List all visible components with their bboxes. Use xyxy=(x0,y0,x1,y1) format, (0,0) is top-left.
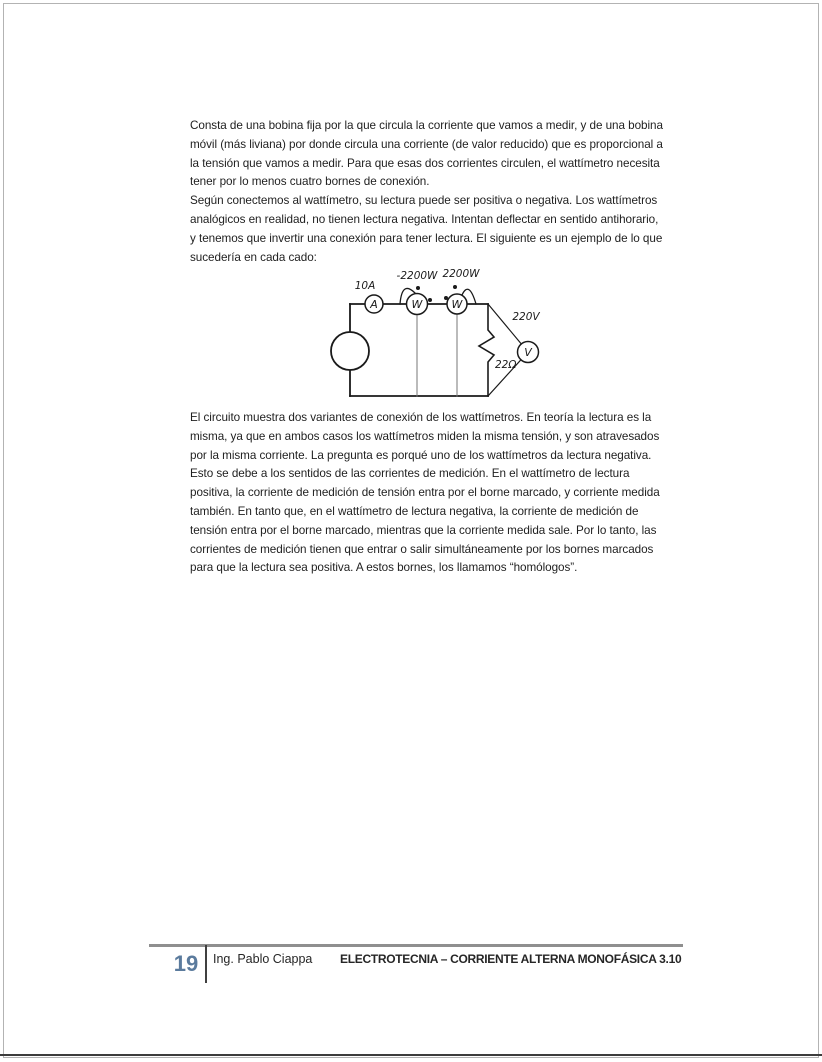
text-line: por la misma corriente. La pregunta es porqué uno de los wattímetros da lectura negativa. xyxy=(190,448,652,462)
text-line: positiva, la corriente de medición de tensión entra por el borne marcado, y corriente medida xyxy=(190,486,660,500)
wattmeter-circuit-svg xyxy=(330,260,548,402)
ammeter-letter: A xyxy=(370,298,378,311)
paragraph-1 xyxy=(190,117,702,192)
text-line: misma, ya que en ambos casos los wattímetros miden la misma tensión, y son atravesados xyxy=(190,429,660,443)
text-line: analógicos en realidad, no tienen lectura negativa. Intentan deflectar en sentido antihorario, xyxy=(190,212,659,226)
text-line: Según conectemos al wattímetro, su lectura puede ser positiva o negativa. Los wattímetros xyxy=(190,194,658,208)
footer-doc-title: ELECTROTECNIA – CORRIENTE ALTERNA MONOFÁSICA 3.10 xyxy=(340,952,682,966)
resistor-zigzag xyxy=(479,304,494,396)
text-line: corrientes de medición tienen que entrar o salir simultáneamente por los bornes marcados xyxy=(190,542,654,556)
text-line: móvil (más liviana) por donde circula una corriente (de valor reducido) que es proporcional a xyxy=(190,137,663,151)
paragraph-block-bottom xyxy=(190,409,702,578)
wattmeter2-voltage-dot xyxy=(453,285,457,289)
circuit-diagram xyxy=(330,260,548,402)
text-line: la tensión que vamos a medir. Para que esas dos corrientes circulen, el wattímetro necesita xyxy=(190,156,660,170)
footer-rule xyxy=(149,944,683,947)
page-bottom-edge xyxy=(0,1054,822,1056)
source-circle xyxy=(331,332,369,370)
page-number: 19 xyxy=(173,951,199,976)
wattmeter2-reading-label: 2200W xyxy=(442,268,480,280)
text-line: para que la lectura sea positiva. A estos bornes, los llamamos “homólogos”. xyxy=(190,561,578,575)
footer-author: Ing. Pablo Ciappa xyxy=(213,952,313,966)
wattmeter1-voltage-dot xyxy=(416,286,420,290)
wattmeter2-letter: W xyxy=(451,298,463,311)
paragraph-block-top xyxy=(190,117,702,267)
ammeter-rating-label: 10A xyxy=(354,280,376,292)
text-line: también. En tanto que, en el wattímetro de lectura negativa, la corriente de medición de xyxy=(190,504,639,518)
voltmeter-reading-label: 220V xyxy=(512,311,540,323)
text-line: y tenemos que invertir una conexión para tener lectura. El siguiente es un ejemplo de lo que xyxy=(190,231,663,245)
text-line: El circuito muestra dos variantes de conexión de los wattímetros. En teoría la lectura es la xyxy=(190,411,652,424)
wattmeter1-current-dot xyxy=(428,298,432,302)
text-line: Esto se debe a los sentidos de las corrientes de medición. En el wattímetro de lectura xyxy=(190,467,630,481)
text-line: sucedería en cada cado: xyxy=(190,250,317,264)
paragraph-2 xyxy=(190,192,702,267)
paragraph-3 xyxy=(190,409,702,578)
footer-separator xyxy=(205,945,207,983)
wattmeter2-current-dot xyxy=(444,296,448,300)
voltmeter-letter: V xyxy=(524,346,532,359)
text-line: tensión entra por el borne marcado, mientras que la corriente medida sale. Por lo tanto, las xyxy=(190,523,657,537)
load-value-label: 22Ω xyxy=(495,359,517,371)
wattmeter1-reading-label: -2200W xyxy=(396,270,438,282)
text-line: tener por lo menos cuatro bornes de conexión. xyxy=(190,175,430,189)
wattmeter1-letter: W xyxy=(411,298,423,311)
text-line: Consta de una bobina fija por la que circula la corriente que vamos a medir, y de una bobina xyxy=(190,119,663,132)
